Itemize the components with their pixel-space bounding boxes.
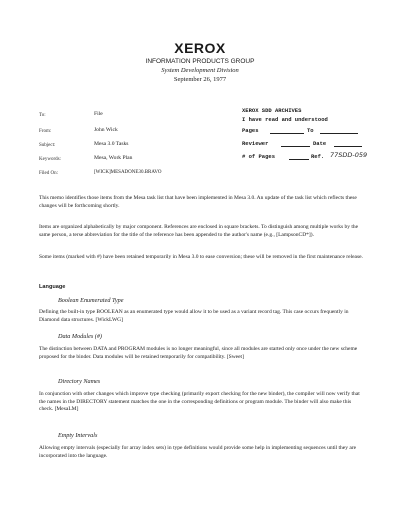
keywords-label: Keywords: [39, 157, 61, 162]
memo-date: September 26, 1977 [173, 76, 227, 83]
pages-to-line [320, 133, 358, 134]
filed-value: [WICK]MESADONE30.BRAVO [94, 170, 162, 175]
to-label: To: [39, 113, 46, 118]
heading-boolean-type: Boolean Enumerated Type [58, 297, 124, 304]
from-value: John Wick [94, 127, 118, 133]
archive-reviewer-label: Reviewer [242, 140, 269, 147]
archive-num-pages-label: # of Pages [242, 153, 276, 160]
archive-pages-label: Pages [242, 127, 259, 134]
archive-ref-handwritten: 77SDD-059 [330, 151, 368, 159]
section-language: Language [39, 284, 66, 290]
intro-paragraph: This memo identifies those items from the Mesa task list that have been implemented in Mesa 3.0. An update of the task list which reflects these changes will be forthcoming shortly. [39, 195, 357, 209]
pages-from-line [270, 133, 304, 134]
heading-directory-names: Directory Names [58, 378, 101, 385]
archive-stamp-title: XEROX SDD ARCHIVES [242, 107, 302, 114]
empty-intervals-paragraph: Allowing empty intervals (especially for array index sets) in type definitions would provide some help in implementing sequences until they are incorporated into the language. [39, 445, 357, 459]
reviewer-line [281, 146, 310, 147]
heading-empty-intervals: Empty Intervals [58, 432, 98, 439]
date-line [334, 146, 362, 147]
archive-date-label: Date [313, 140, 327, 147]
from-label: From: [39, 129, 52, 134]
division-name: System Development Division [161, 67, 239, 74]
directory-names-paragraph: In conjunction with other changes which improve type checking (primarily export checking for the new binder), the compiler will now verify that the names in the DIRECTORY statement matches the one in the corresponding definitions or program module. The binder will also make this check. [MesaLM] [39, 391, 360, 413]
keywords-value: Mesa, Work Plan [94, 155, 133, 161]
to-value: File [94, 111, 103, 117]
organization-paragraph: Items are organized alphabetically by major component. References are enclosed in square brackets. To distinguish among multiple works by the same person, a terse abbreviation for the title of the reference has been appended to the author's name (e.g., [LampsonCD*]). [39, 224, 359, 238]
subject-value: Mesa 3.0 Tasks [94, 141, 129, 147]
subject-label: Subject: [39, 143, 56, 148]
boolean-type-paragraph: Defining the built-in type BOOLEAN as an enumerated type would allow it to be used as a variant record tag. This case occurs frequently in Diamond data structures. [WickLWG] [39, 309, 349, 323]
xerox-logo: XEROX [174, 40, 226, 56]
archive-pages-to-label: To [307, 127, 314, 134]
filed-label: Filed On: [39, 171, 59, 176]
archive-read-line: I have read and understood [242, 116, 328, 123]
retained-items-paragraph: Some items (marked with #) have been retained temporarily in Mesa 3.0 to ease conversion; these will be removed in the first maintenance release. [39, 254, 363, 260]
archive-ref-label: Ref. [311, 153, 325, 160]
data-modules-paragraph: The distinction between DATA and PROGRAM modules is no longer meaningful, since all modules are started only once under the new scheme proposed for the binder. Data modules will be retained temporarily for compatibility. [Sweet] [39, 346, 358, 360]
heading-data-modules: Data Modules (#) [58, 333, 102, 340]
group-name: INFORMATION PRODUCTS GROUP [145, 58, 255, 65]
num-pages-line [289, 159, 309, 160]
